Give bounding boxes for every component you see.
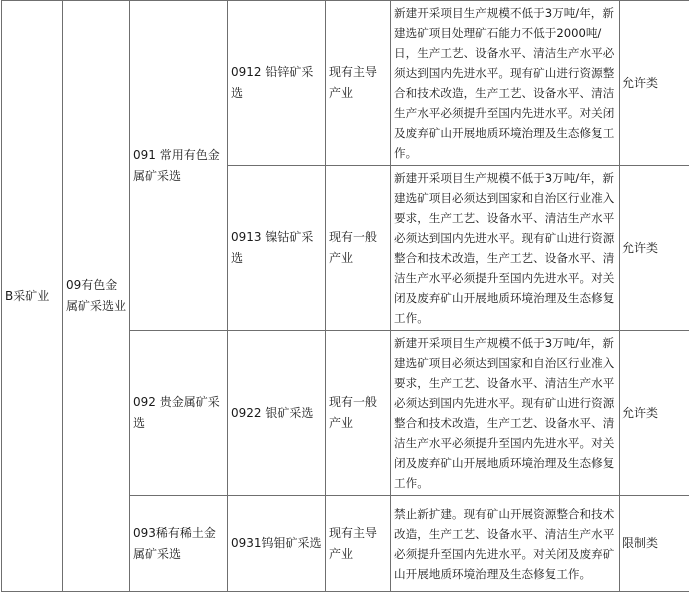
status-cell: 现有主导产业 <box>326 496 391 592</box>
code-cell: 0922 银矿采选 <box>228 331 326 496</box>
requirement-cell: 新建开采项目生产规模不低于3万吨/年，新建选矿项目处理矿石能力不低于2000吨/日，生产工艺、设备水平、清洁生产水平必须达到国内先进水平。现有矿山进行资源整合和技术改造，生产工艺、设备水平、清洁生产水平必须提升至国内先进水平。对关闭及废弃矿山开展地质环境治理及生态修复工作。 <box>391 1 620 166</box>
requirement-cell: 禁止新扩建。现有矿山开展资源整合和技术改造，生产工艺、设备水平、清洁生产水平必须提升至国内先进水平。对关闭及废弃矿山开展地质环境治理及生态修复工作。 <box>391 496 620 592</box>
status-cell: 现有主导产业 <box>326 1 391 166</box>
code-cell: 0931钨钼矿采选 <box>228 496 326 592</box>
class-cell: 允许类 <box>620 166 689 331</box>
sector-cell: B采矿业 <box>2 1 63 592</box>
category-cell: 091 常用有色金属矿采选 <box>130 1 228 331</box>
category-cell: 092 贵金属矿采选 <box>130 331 228 496</box>
class-cell: 允许类 <box>620 1 689 166</box>
status-cell: 现有一般产业 <box>326 166 391 331</box>
status-cell: 现有一般产业 <box>326 331 391 496</box>
category-cell: 093稀有稀土金属矿采选 <box>130 496 228 592</box>
class-cell: 限制类 <box>620 496 689 592</box>
table-row <box>2 1 689 166</box>
class-cell: 允许类 <box>620 331 689 496</box>
subsector-cell: 09有色金属矿采选业 <box>63 1 130 592</box>
code-cell: 0912 铅锌矿采选 <box>228 1 326 166</box>
industry-catalog-table <box>1 0 689 592</box>
requirement-cell: 新建开采项目生产规模不低于3万吨/年，新建选矿项目必须达到国家和自治区行业准入要求，生产工艺、设备水平、清洁生产水平必须达到国内先进水平。现有矿山进行资源整合和技术改造，生产工艺、设备水平、清洁生产水平必须提升至国内先进水平。对关闭及废弃矿山开展地质环境治理及生态修复工作。 <box>391 331 620 496</box>
code-cell: 0913 镍钴矿采选 <box>228 166 326 331</box>
requirement-cell: 新建开采项目生产规模不低于3万吨/年，新建选矿项目必须达到国家和自治区行业准入要求，生产工艺、设备水平、清洁生产水平必须达到国内先进水平。现有矿山进行资源整合和技术改造，生产工艺、设备水平、清洁生产水平必须提升至国内先进水平。对关闭及废弃矿山开展地质环境治理及生态修复工作。 <box>391 166 620 331</box>
